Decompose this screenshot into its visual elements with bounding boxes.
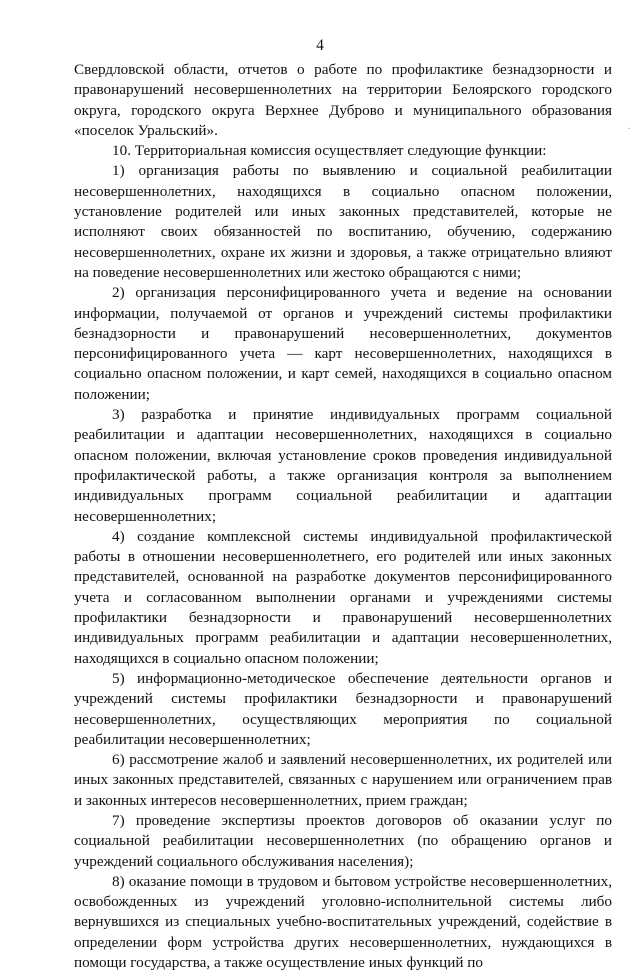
paragraph-item-3: 3) разработка и принятие индивидуальных программ социальной реабилитации и адаптации несовершеннолетних, находящихся в социально опасном положении, включая установление сроков проведения индивидуальной профилактической работы, а также организация контроля за выполнением индивидуальных программ социальной реабилитации и адаптации несовершеннолетних; <box>74 406 612 525</box>
margin-mark: · <box>627 121 631 135</box>
paragraph-item-2: 2) организация персонифицированного учета и ведение на основании информации, получаемой от органов и учреждений системы профилактики безнадзорности и правонарушений несовершеннолетних, документов персонифицированного учета — карт несовершеннолетних, находящихся в социально опасном положении, и карт семей, находящихся в социально опасном положении; <box>74 284 612 403</box>
paragraph-item-1: 1) организация работы по выявлению и социальной реабилитации несовершеннолетних, находящихся в социально опасном положении, установление родителей или иных законных представителей, которые не исполняют своих обязанностей по воспитанию, обучению, содержанию несовершеннолетних, охране их жизни и здоровья, а также отрицательно влияют на поведение несовершеннолетних или жестоко обращаются с ними; <box>74 162 612 281</box>
paragraph-intro-continuation: Свердловской области, отчетов о работе по профилактике безнадзорности и правонарушений несовершеннолетних на территории Белоярского городского округа, городского округа Верхнее Дуброво и муниципального образования «поселок Уральский». <box>74 61 612 139</box>
paragraph-item-8: 8) оказание помощи в трудовом и бытовом устройстве несовершеннолетних, освобожденных из учреждений уголовно-исполнительной системы либо вернувшихся из специальных учебно-воспитательных учреждений, содействие в определении форм устройства других несовершеннолетних, нуждающихся в помощи государства, а также осуществление иных функций по <box>74 872 612 972</box>
paragraph-item-6: 6) рассмотрение жалоб и заявлений несовершеннолетних, их родителей или иных законных представителей, связанных с нарушением или ограничением прав и законных интересов несовершеннолетних, прием граждан; <box>74 751 612 809</box>
document-body <box>74 60 612 973</box>
paragraph-section-10: 10. Территориальная комиссия осуществляет следующие функции: <box>112 142 547 160</box>
paragraph-item-7: 7) проведение экспертизы проектов договоров об оказании услуг по социальной реабилитации несовершеннолетних (по обращению органов и учреждений социального обслуживания населения); <box>74 811 612 870</box>
page-number: 4 <box>316 37 324 54</box>
paragraph-item-4: 4) создание комплексной системы индивидуальной профилактической работы в отношении несовершеннолетнего, его родителей или иных законных представителей, основанной на разработке документов персонифицированного учета и согласованном выполнении органами и учреждениями системы профилактики безнадзорности и правонарушений несовершеннолетних индивидуальных программ реабилитации и адаптации несовершеннолетних, находящихся в социально опасном положении; <box>74 527 612 667</box>
paragraph-item-5: 5) информационно-методическое обеспечение деятельности органов и учреждений системы профилактики безнадзорности и правонарушений несовершеннолетних, осуществляющих мероприятия по социальной реабилитации несовершеннолетних; <box>74 669 612 748</box>
